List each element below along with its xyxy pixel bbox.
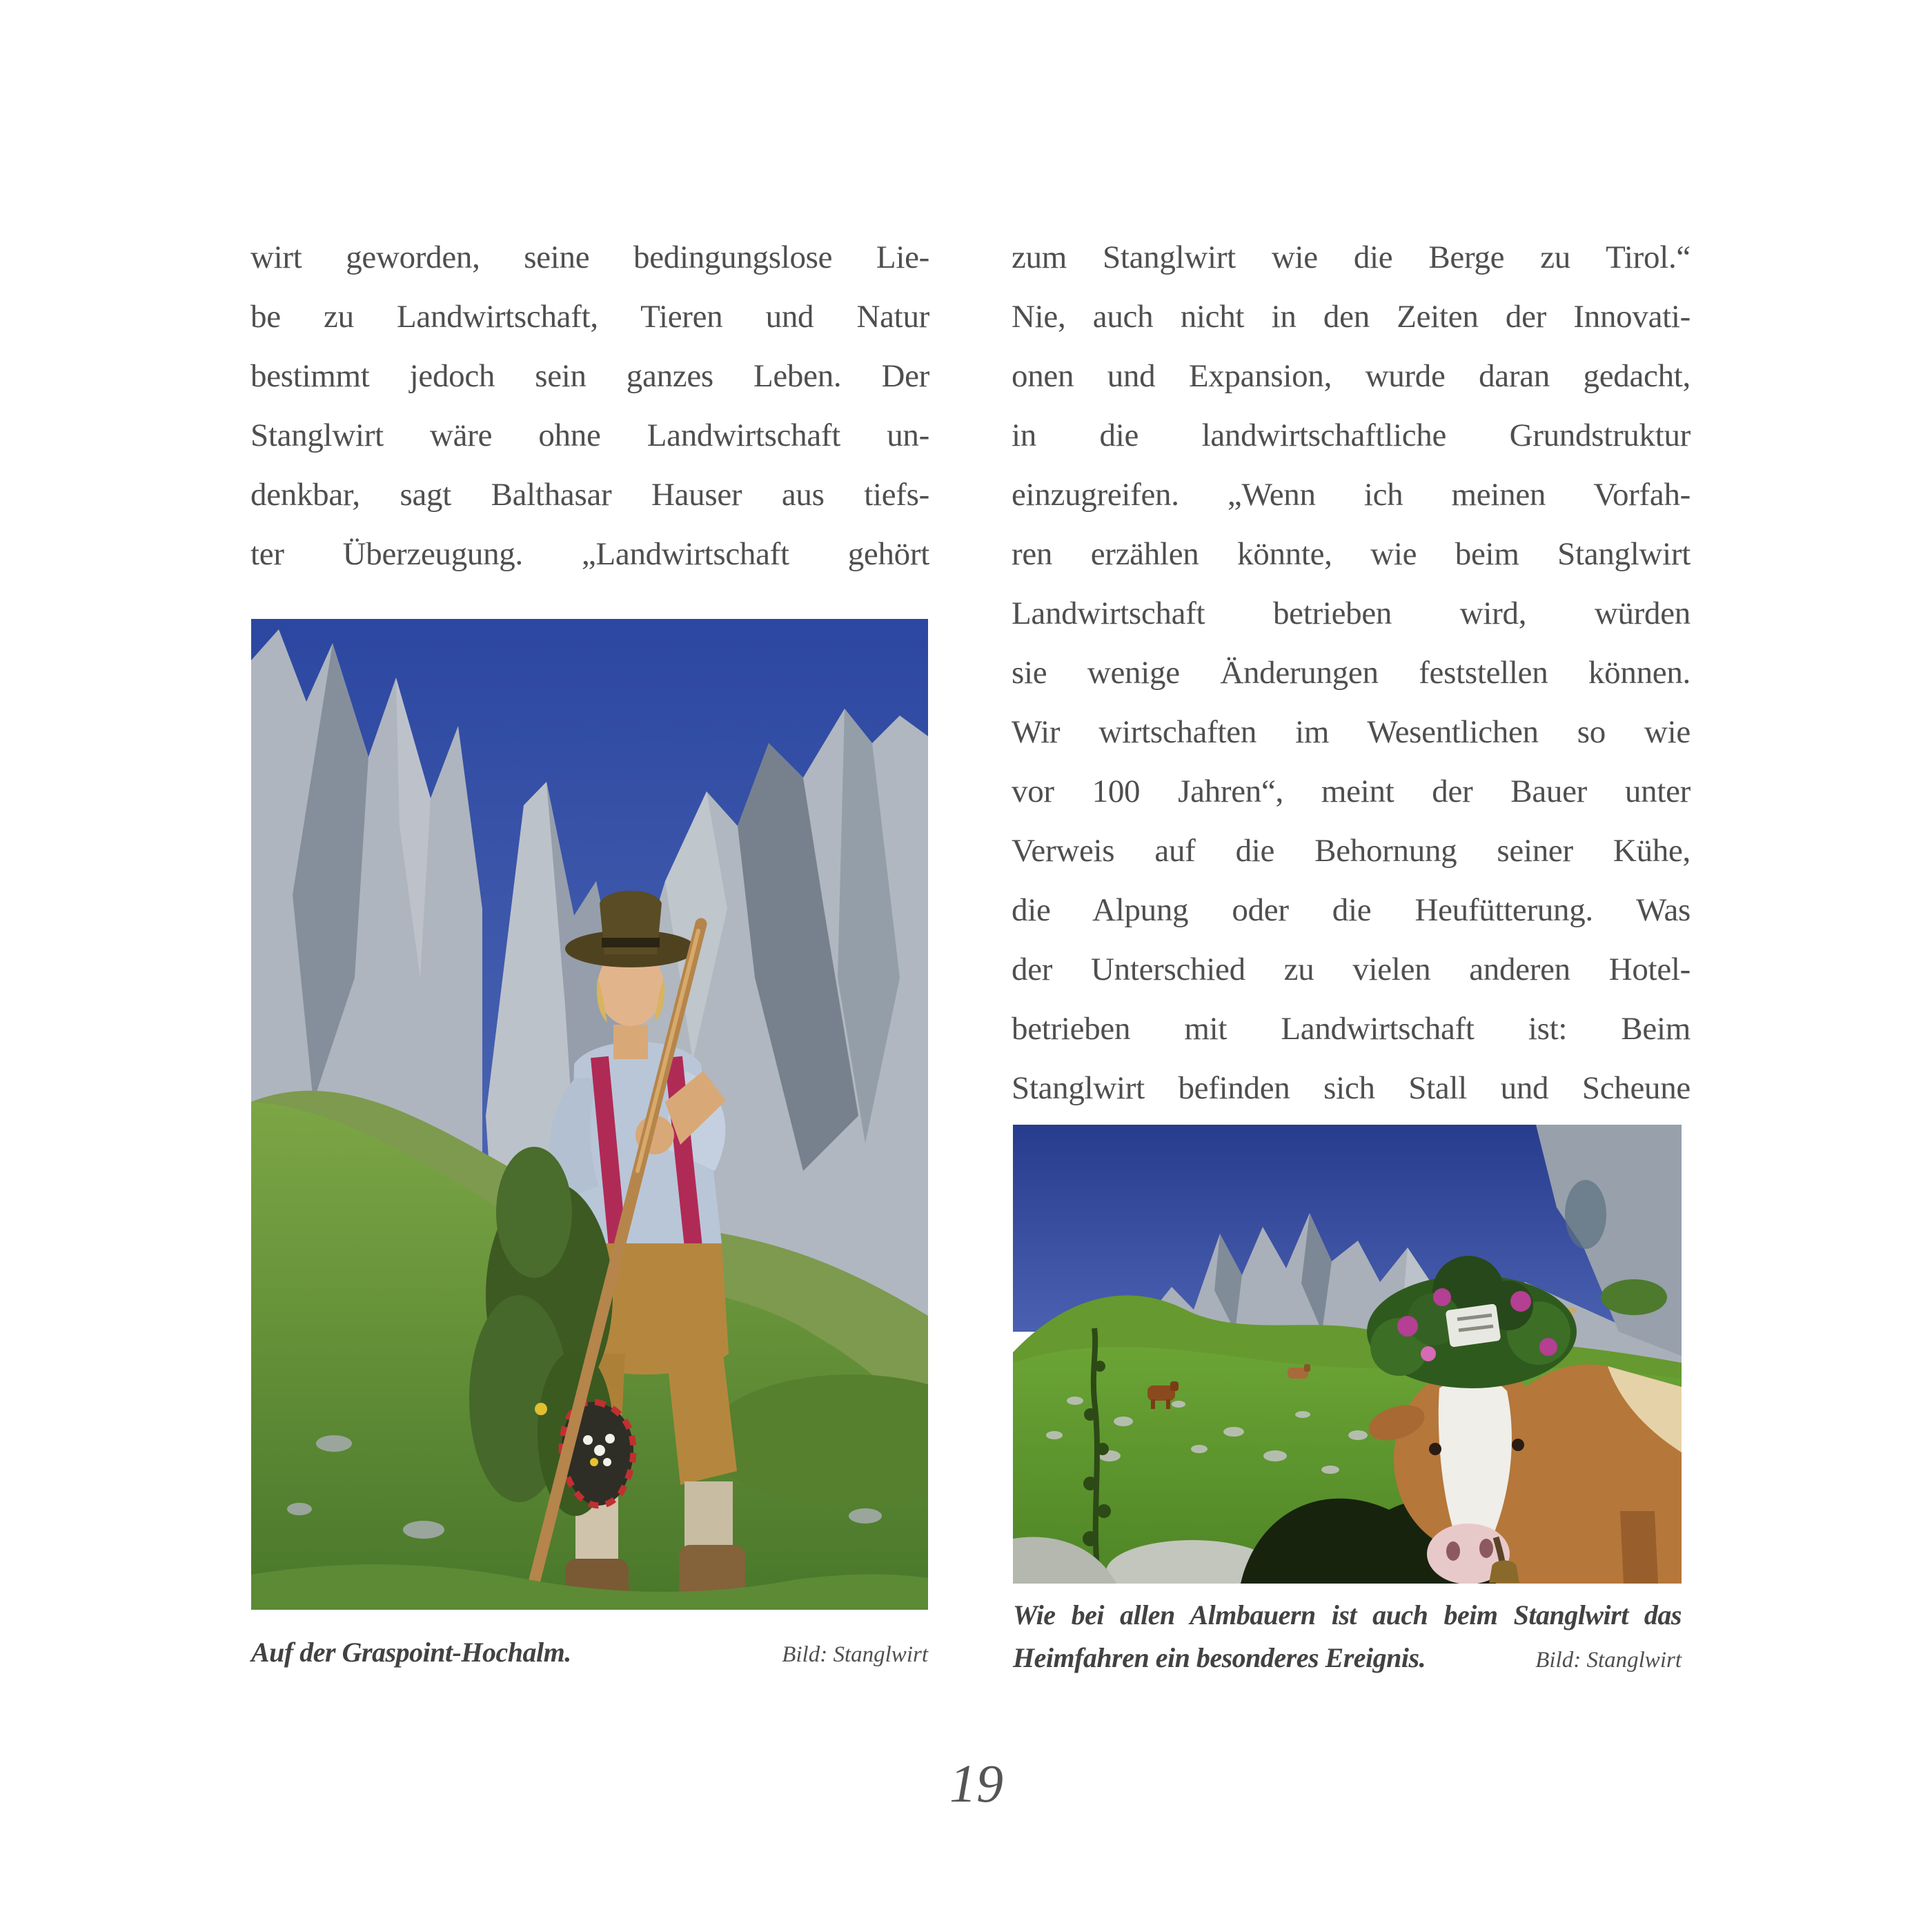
text-line: ren erzählen könnte, wie beim Stanglwirt — [1012, 536, 1690, 572]
right-caption-credit: Bild: Stanglwirt — [1535, 1648, 1682, 1673]
text-line: ter Überzeugung. „Landwirtschaft gehört — [250, 536, 929, 572]
right-caption-line1: Wie bei allen Almbauern ist auch beim Stanglwirt das — [1013, 1599, 1682, 1630]
right-photo — [1013, 1125, 1682, 1584]
right-text-column — [1012, 228, 1690, 1118]
hiker-neck — [613, 1025, 648, 1059]
text-line: Wir wirtschaften im Wesentlichen so wie — [1012, 714, 1690, 750]
text-line: wirt geworden, seine bedingungslose Lie- — [250, 239, 929, 275]
right-photo-illustration — [1013, 1125, 1682, 1584]
text-line: be zu Landwirtschaft, Tieren und Natur — [250, 299, 929, 335]
text-line: in die landwirtschaftliche Grundstruktur — [1012, 417, 1690, 453]
cow-shoulder-shadow — [1620, 1511, 1658, 1584]
headdress-flower — [1539, 1338, 1557, 1356]
cow-bell — [1489, 1561, 1519, 1584]
text-line: Landwirtschaft betrieben wird, würden — [1012, 595, 1690, 631]
left-caption-title: Auf der Graspoint-Hochalm. — [251, 1637, 571, 1668]
right-caption-row — [1013, 1639, 1682, 1677]
yellow-flower — [535, 1403, 547, 1415]
left-caption-row — [251, 1634, 928, 1671]
hat-band — [602, 938, 660, 947]
text-line: denkbar, sagt Balthasar Hauser aus tiefs- — [250, 477, 929, 513]
text-line: zum Stanglwirt wie die Berge zu Tirol.“ — [1012, 239, 1690, 275]
text-line: die Alpung oder die Heufütterung. Was — [1012, 892, 1690, 928]
cow-eye — [1429, 1443, 1441, 1455]
headdress-flower — [1510, 1291, 1531, 1312]
right-caption-line2: Heimfahren ein besonderes Ereignis. — [1013, 1642, 1426, 1673]
text-line: Stanglwirt befinden sich Stall und Scheune — [1012, 1070, 1690, 1106]
text-line: sie wenige Änderungen feststellen können. — [1012, 655, 1690, 691]
left-text-column — [250, 228, 929, 584]
text-line: der Unterschied zu vielen anderen Hotel- — [1012, 952, 1690, 987]
text-line: vor 100 Jahren“, meint der Bauer unter — [1012, 773, 1690, 809]
headdress-flower — [1433, 1288, 1451, 1306]
text-line: bestimmt jedoch sein ganzes Leben. Der — [250, 358, 929, 394]
text-line: Nie, auch nicht in den Zeiten der Innovati- — [1012, 299, 1690, 335]
headdress-flower — [1397, 1316, 1418, 1337]
cow-eye — [1512, 1439, 1524, 1451]
cow-nostril — [1479, 1539, 1493, 1558]
text-line: onen und Expansion, wurde daran gedacht, — [1012, 358, 1690, 394]
text-line: einzugreifen. „Wenn ich meinen Vorfah- — [1012, 477, 1690, 513]
left-caption-credit: Bild: Stanglwirt — [782, 1642, 928, 1667]
headdress-flower — [1421, 1346, 1436, 1361]
page-number: 19 — [949, 1753, 1003, 1813]
text-line: betrieben mit Landwirtschaft ist: Beim — [1012, 1011, 1690, 1047]
left-photo — [251, 619, 928, 1610]
hiker-sock — [684, 1481, 733, 1552]
left-photo-illustration — [251, 619, 928, 1610]
text-line: Verweis auf die Behornung seiner Kühe, — [1012, 833, 1690, 869]
cow-nostril — [1446, 1541, 1460, 1561]
text-line: Stanglwirt wäre ohne Landwirtschaft un- — [250, 417, 929, 453]
